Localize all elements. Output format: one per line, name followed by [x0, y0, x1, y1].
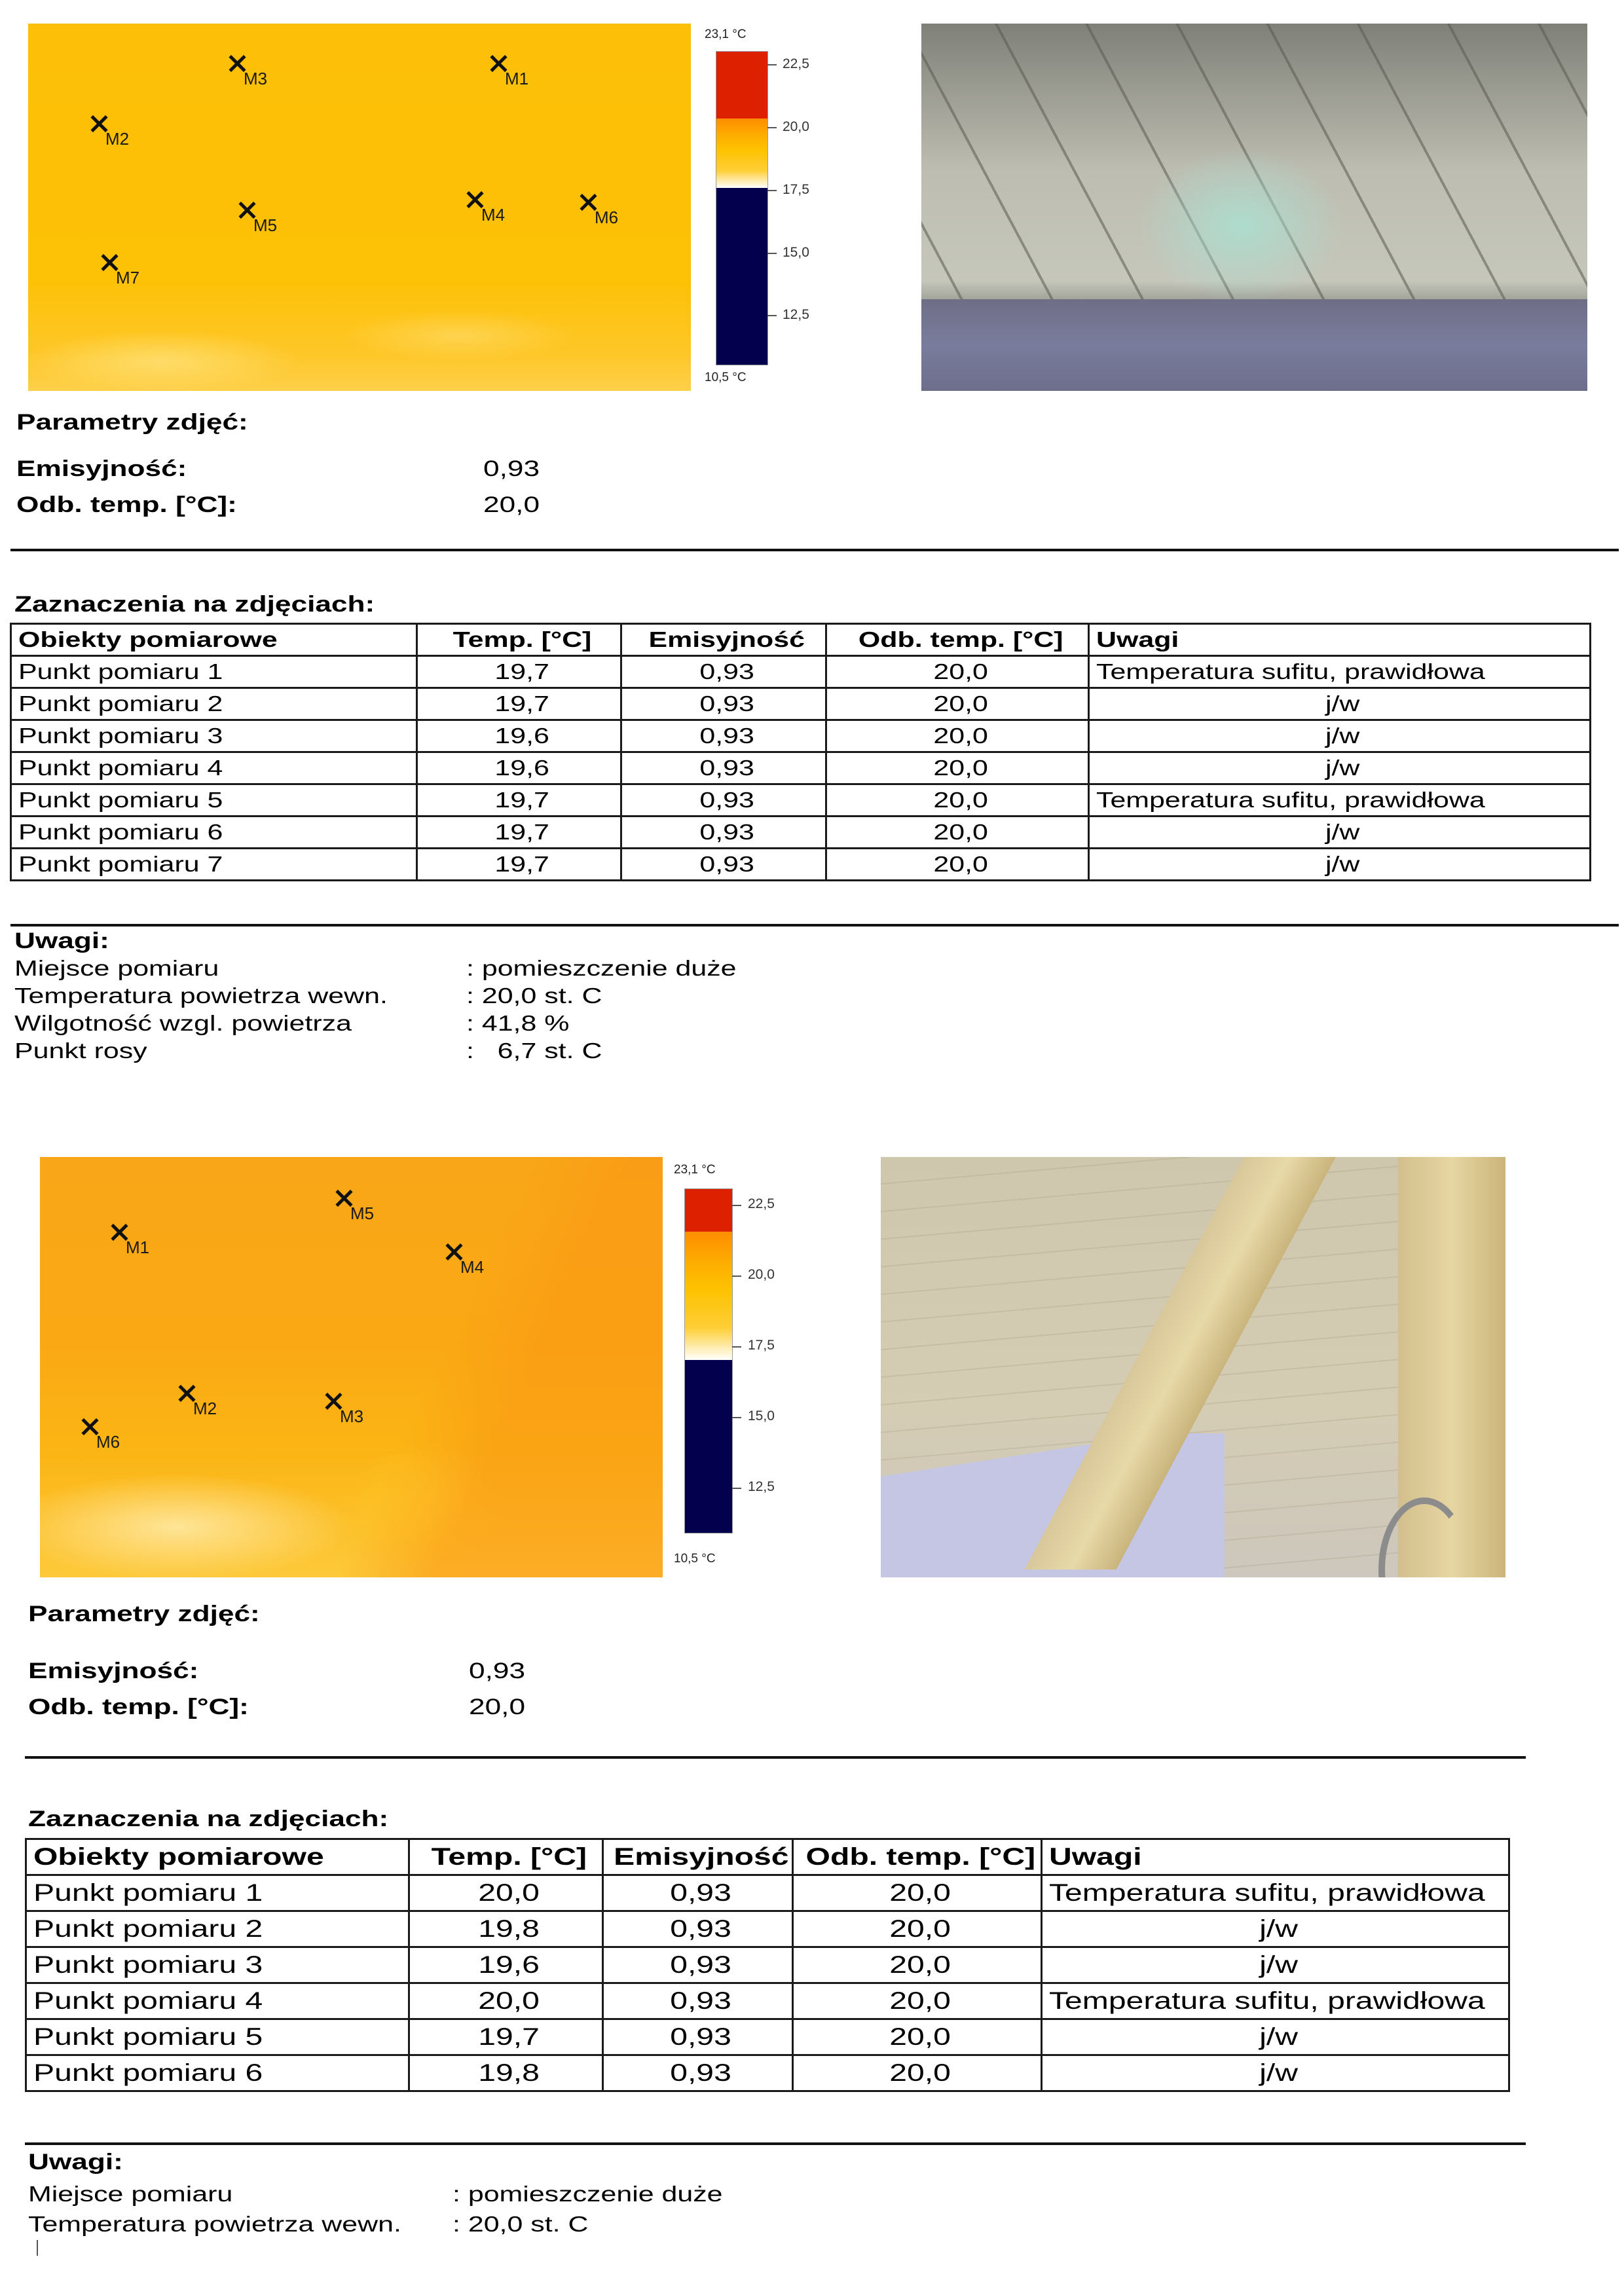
cell-text: Punkt pomiaru 4: [33, 1987, 263, 2014]
table-row: [11, 656, 1591, 688]
cell-refl-temp: [793, 1947, 1042, 1983]
cell-text: 0,93: [670, 1879, 732, 1906]
cell-text: 20,0: [933, 756, 988, 780]
scale-tick: [767, 253, 777, 254]
scale-tick: [767, 64, 777, 65]
cell-text: : 20,0 st. C: [452, 2212, 589, 2236]
cell-refl-temp: [826, 817, 1089, 849]
cell-text: Temperatura sufitu, prawidłowa: [1049, 1879, 1485, 1906]
cell-text: 20,0: [933, 852, 988, 876]
cell-text: Punkt pomiaru 5: [18, 788, 223, 812]
cell-text: : 6,7 st. C: [466, 1038, 602, 1063]
cell-text: Punkt pomiaru 4: [18, 756, 223, 780]
note-value: [466, 1011, 570, 1036]
cell-text: 0,93: [699, 724, 754, 748]
cell-text: j/w: [1259, 1951, 1298, 1978]
table-row: [11, 752, 1591, 784]
visual-photo-1: [921, 24, 1587, 391]
cell-refl-temp: [826, 656, 1089, 688]
marker-label: M5: [350, 1203, 375, 1223]
cell-text: Punkt pomiaru 6: [33, 2059, 263, 2086]
cell-temp: [409, 2019, 603, 2055]
scale-tick: [732, 1417, 741, 1418]
cell-text: j/w: [1325, 724, 1360, 748]
cell-text: 20,0: [933, 659, 988, 684]
cell-text: Temperatura powietrza wewn.: [28, 2212, 401, 2236]
cell-text: 20,0: [889, 2023, 951, 2050]
cell-text: j/w: [1325, 691, 1360, 716]
emissivity-value-text: 0,93: [469, 1659, 526, 1683]
table-row: [26, 1875, 1509, 1911]
cell-text: 19,6: [494, 724, 550, 748]
cell-text: Temperatura sufitu, prawidłowa: [1096, 788, 1485, 812]
color-scale-bar: [684, 1188, 733, 1533]
cell-text: 19,7: [494, 852, 550, 876]
column-header: [1042, 1839, 1509, 1875]
cell-refl-temp: [826, 849, 1089, 881]
cell-temp: [409, 1911, 603, 1947]
params-title: [28, 1602, 260, 1627]
cell-text: : 20,0 st. C: [466, 983, 602, 1008]
cell-text: : pomieszczenie duże: [452, 2182, 723, 2206]
cell-text: Punkt pomiaru 6: [18, 820, 223, 844]
cell-text: 19,6: [494, 756, 550, 780]
cell-emissivity: [621, 688, 826, 720]
cell-text: 19,7: [494, 820, 550, 844]
cell-text: 20,0: [933, 788, 988, 812]
cell-text: 20,0: [478, 1987, 540, 2014]
cell-notes: [1089, 817, 1591, 849]
notes-title-text: Uwagi:: [14, 928, 109, 953]
cell-text: 19,7: [478, 2023, 540, 2050]
cell-text: j/w: [1259, 1915, 1298, 1942]
cell-object: [11, 752, 417, 784]
cell-temp: [409, 1875, 603, 1911]
cell-text: j/w: [1259, 2059, 1298, 2086]
table-header-row: [26, 1839, 1509, 1875]
cell-refl-temp: [793, 1875, 1042, 1911]
color-scale-bar: [716, 51, 768, 365]
marker-label: M6: [595, 208, 619, 227]
marker-label: M1: [505, 69, 529, 88]
cell-notes: [1089, 784, 1591, 817]
cell-text: 20,0: [478, 1879, 540, 1906]
cell-text: Punkt pomiaru 3: [18, 724, 223, 748]
cell-text: 19,7: [494, 659, 550, 684]
refl-temp-label: [16, 492, 237, 518]
table-header-row: [11, 624, 1591, 656]
cell-text: Emisyjność: [648, 627, 805, 652]
cell-emissivity: [603, 1983, 793, 2019]
marker-label: M3: [244, 69, 268, 88]
cell-text: 19,7: [494, 788, 550, 812]
scale-tick: [732, 1205, 741, 1206]
divider: [10, 924, 1619, 927]
cell-refl-temp: [793, 2019, 1042, 2055]
scale-tick-label: 17,5: [783, 182, 809, 197]
cell-temp: [409, 2055, 603, 2091]
cell-text: Punkt pomiaru 1: [18, 659, 223, 684]
emissivity-label-text: Emisyjność:: [28, 1659, 199, 1683]
cell-temp: [417, 688, 621, 720]
marker-label: M6: [96, 1432, 120, 1452]
marks-title-text: Zaznaczenia na zdjęciach:: [14, 592, 375, 617]
divider: [25, 1756, 1526, 1759]
cell-text: Punkt pomiaru 3: [33, 1951, 263, 1978]
cell-emissivity: [621, 720, 826, 752]
cell-object: [26, 1875, 409, 1911]
cell-text: 20,0: [889, 2059, 951, 2086]
cell-text: 0,93: [699, 820, 754, 844]
cell-object: [11, 688, 417, 720]
cell-emissivity: [603, 2019, 793, 2055]
marker-label: M4: [481, 205, 506, 225]
cell-text: Emisyjność: [613, 1843, 789, 1870]
divider: [25, 2142, 1526, 2145]
cell-text: 0,93: [699, 659, 754, 684]
cell-text: Temp. [°C]: [452, 627, 592, 652]
cell-text: Temperatura sufitu, prawidłowa: [1096, 659, 1485, 684]
cell-text: 0,93: [670, 1987, 732, 2014]
cell-text: Temperatura sufitu, prawidłowa: [1049, 1987, 1485, 2014]
cell-notes: [1042, 2019, 1509, 2055]
table-row: [26, 2055, 1509, 2091]
scale-warm-segment: [685, 1232, 732, 1360]
note-label: [28, 2182, 233, 2207]
cell-refl-temp: [826, 784, 1089, 817]
marker-label: M7: [116, 268, 140, 287]
cell-text: 20,0: [933, 820, 988, 844]
cell-emissivity: [603, 1911, 793, 1947]
table-row: [26, 1911, 1509, 1947]
cell-emissivity: [621, 752, 826, 784]
cell-text: j/w: [1325, 820, 1360, 844]
cell-text: Temp. [°C]: [431, 1843, 587, 1870]
cell-refl-temp: [826, 688, 1089, 720]
cell-notes: [1089, 849, 1591, 881]
scale-tick-label: 20,0: [748, 1267, 775, 1282]
cell-refl-temp: [793, 1911, 1042, 1947]
scale-min-label: 10,5 °C: [674, 1552, 716, 1566]
scale-warm-segment: [716, 119, 767, 188]
marks-title: [28, 1807, 389, 1832]
cell-text: 19,6: [478, 1951, 540, 1978]
marker-label: M1: [126, 1238, 150, 1257]
emissivity-value: [483, 456, 540, 482]
scale-tick: [767, 127, 777, 128]
cell-notes: [1089, 688, 1591, 720]
refl-temp-value-text: 20,0: [469, 1695, 526, 1719]
marker-label: M2: [105, 129, 130, 149]
photo-wall: [921, 299, 1587, 391]
note-value: [452, 2212, 589, 2237]
scale-hot-segment: [716, 52, 767, 119]
cell-temp: [409, 1947, 603, 1983]
notes-title: [14, 928, 109, 954]
cell-text: Uwagi: [1096, 627, 1179, 652]
cell-object: [11, 817, 417, 849]
table-row: [11, 784, 1591, 817]
scale-cold-segment: [716, 188, 767, 365]
scale-tick-label: 22,5: [783, 56, 809, 71]
cell-text: 20,0: [889, 1915, 951, 1942]
table-row: [26, 2019, 1509, 2055]
table-row: [11, 720, 1591, 752]
table-row: [26, 1947, 1509, 1983]
cell-text: 20,0: [889, 1987, 951, 2014]
scale-tick-label: 15,0: [748, 1408, 775, 1423]
cell-text: Punkt rosy: [14, 1038, 147, 1063]
table-row: [11, 688, 1591, 720]
column-header: [26, 1839, 409, 1875]
cell-text: Odb. temp. [°C]: [805, 1843, 1035, 1870]
cell-text: 19,8: [478, 2059, 540, 2086]
cell-text: 0,93: [699, 852, 754, 876]
column-header: [409, 1839, 603, 1875]
column-header: [1089, 624, 1591, 656]
cell-text: Punkt pomiaru 1: [33, 1879, 263, 1906]
cell-text: Punkt pomiaru 2: [33, 1915, 263, 1942]
note-value: [466, 983, 602, 1008]
cell-refl-temp: [826, 720, 1089, 752]
cell-text: j/w: [1325, 852, 1360, 876]
column-header: [621, 624, 826, 656]
cell-text: j/w: [1325, 756, 1360, 780]
refl-temp-value: [483, 492, 540, 518]
cell-refl-temp: [826, 752, 1089, 784]
column-header: [826, 624, 1089, 656]
notes-title: [28, 2150, 123, 2175]
cell-emissivity: [603, 1947, 793, 1983]
cell-text: Wilgotność wzgl. powietrza: [14, 1011, 352, 1035]
thermal-image-1: [28, 24, 691, 391]
cell-text: 20,0: [933, 724, 988, 748]
cell-object: [26, 2055, 409, 2091]
scale-tick: [732, 1346, 741, 1348]
cell-notes: [1089, 656, 1591, 688]
cell-notes: [1042, 1875, 1509, 1911]
note-label: [14, 983, 388, 1008]
notes-title-text: Uwagi:: [28, 2150, 123, 2175]
measurement-table-1: [10, 623, 1591, 881]
marker-label: M5: [253, 215, 278, 235]
refl-temp-label-text: Odb. temp. [°C]:: [16, 492, 237, 517]
emissivity-label: [28, 1659, 199, 1684]
refl-temp-value-text: 20,0: [483, 492, 540, 517]
cell-object: [11, 849, 417, 881]
cell-text: : 41,8 %: [466, 1011, 570, 1035]
cell-text: Temperatura powietrza wewn.: [14, 983, 388, 1008]
scale-min-label: 10,5 °C: [705, 371, 747, 384]
cell-temp: [417, 817, 621, 849]
visual-photo-2: [881, 1157, 1505, 1577]
cell-text: 0,93: [670, 1951, 732, 1978]
cell-text: Odb. temp. [°C]: [858, 627, 1063, 652]
scale-tick-label: 12,5: [748, 1479, 775, 1494]
emissivity-value: [469, 1659, 526, 1684]
cell-notes: [1042, 1947, 1509, 1983]
cell-notes: [1042, 1983, 1509, 2019]
scale-tick-label: 15,0: [783, 245, 809, 260]
cell-notes: [1042, 1911, 1509, 1947]
measurement-table-2: [25, 1838, 1510, 2092]
refl-temp-label-text: Odb. temp. [°C]:: [28, 1695, 249, 1719]
params-title-text: Parametry zdjęć:: [16, 410, 248, 435]
emissivity-value-text: 0,93: [483, 456, 540, 481]
cell-text: 0,93: [699, 788, 754, 812]
cell-text: 20,0: [889, 1951, 951, 1978]
marker-label: M3: [340, 1406, 364, 1426]
column-header: [603, 1839, 793, 1875]
scale-cold-segment: [685, 1360, 732, 1533]
cell-text: Obiekty pomiarowe: [18, 627, 278, 652]
cell-emissivity: [621, 784, 826, 817]
scale-tick-label: 22,5: [748, 1196, 775, 1211]
cell-object: [11, 720, 417, 752]
cell-temp: [409, 1983, 603, 2019]
cell-emissivity: [621, 817, 826, 849]
note-value: [466, 956, 737, 981]
scale-max-label: 23,1 °C: [705, 28, 747, 41]
cell-object: [11, 784, 417, 817]
note-value: [466, 1038, 602, 1063]
thermal-image-2: [40, 1157, 663, 1577]
table-row: [26, 1983, 1509, 2019]
cell-text: 0,93: [670, 2059, 732, 2086]
column-header: [793, 1839, 1042, 1875]
emissivity-label: [16, 456, 187, 482]
cell-temp: [417, 849, 621, 881]
refl-temp-value: [469, 1695, 526, 1720]
cell-emissivity: [603, 2055, 793, 2091]
cell-text: Punkt pomiaru 7: [18, 852, 223, 876]
scale-tick: [767, 190, 777, 191]
cell-text: 0,93: [699, 691, 754, 716]
cell-text: Miejsce pomiaru: [14, 956, 219, 980]
cell-object: [11, 656, 417, 688]
cell-emissivity: [621, 849, 826, 881]
scale-tick: [732, 1488, 741, 1489]
note-label: [14, 956, 219, 981]
cell-text: Punkt pomiaru 2: [18, 691, 223, 716]
note-label: [28, 2212, 401, 2237]
cell-text: 20,0: [933, 691, 988, 716]
emissivity-label-text: Emisyjność:: [16, 456, 187, 481]
marker-label: M2: [193, 1399, 217, 1418]
cell-notes: [1089, 720, 1591, 752]
cell-notes: [1089, 752, 1591, 784]
cell-text: 19,8: [478, 1915, 540, 1942]
cell-object: [26, 2019, 409, 2055]
table-row: [11, 849, 1591, 881]
scale-tick: [767, 315, 777, 316]
column-header: [11, 624, 417, 656]
cell-notes: [1042, 2055, 1509, 2091]
cell-temp: [417, 656, 621, 688]
column-header: [417, 624, 621, 656]
cell-text: j/w: [1259, 2023, 1298, 2050]
cell-object: [26, 1983, 409, 2019]
scale-tick-label: 12,5: [783, 307, 809, 322]
note-label: [14, 1038, 147, 1063]
cell-temp: [417, 784, 621, 817]
marker-label: M4: [460, 1257, 485, 1277]
cell-emissivity: [603, 1875, 793, 1911]
cell-text: Miejsce pomiaru: [28, 2182, 233, 2206]
params-title-text: Parametry zdjęć:: [28, 1602, 260, 1626]
cell-temp: [417, 752, 621, 784]
cell-emissivity: [621, 656, 826, 688]
cell-text: 20,0: [889, 1879, 951, 1906]
cell-object: [26, 1947, 409, 1983]
scale-tick: [732, 1276, 741, 1277]
scale-tick-label: 20,0: [783, 119, 809, 134]
marks-title: [14, 592, 375, 617]
refl-temp-label: [28, 1695, 249, 1720]
cell-text: 19,7: [494, 691, 550, 716]
scale-max-label: 23,1 °C: [674, 1163, 716, 1177]
scale-hot-segment: [685, 1189, 732, 1232]
text-cursor: [37, 2240, 38, 2256]
divider: [10, 549, 1619, 551]
cell-text: Uwagi: [1049, 1843, 1142, 1870]
marks-title-text: Zaznaczenia na zdjęciach:: [28, 1807, 389, 1831]
cell-text: 0,93: [670, 1915, 732, 1942]
cell-text: : pomieszczenie duże: [466, 956, 737, 980]
cell-refl-temp: [793, 2055, 1042, 2091]
note-value: [452, 2182, 723, 2207]
cell-text: 0,93: [699, 756, 754, 780]
table-row: [11, 817, 1591, 849]
cell-text: Punkt pomiaru 5: [33, 2023, 263, 2050]
cell-text: Obiekty pomiarowe: [33, 1843, 324, 1870]
params-title: [16, 410, 248, 435]
cell-object: [26, 1911, 409, 1947]
cell-temp: [417, 720, 621, 752]
note-label: [14, 1011, 352, 1036]
scale-tick-label: 17,5: [748, 1338, 775, 1353]
cell-text: 0,93: [670, 2023, 732, 2050]
cell-refl-temp: [793, 1983, 1042, 2019]
